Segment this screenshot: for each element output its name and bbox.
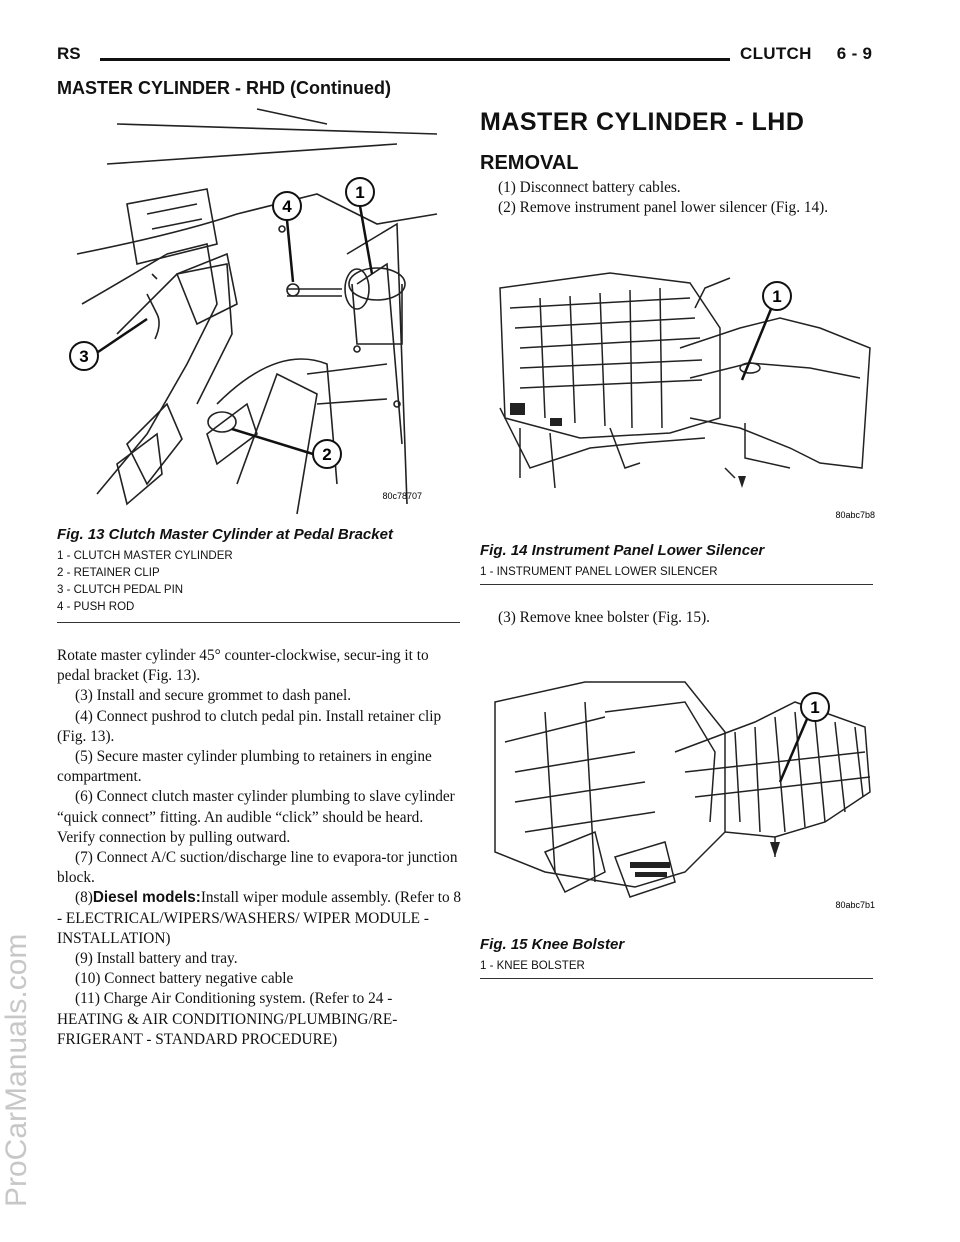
paragraph: (9) Install battery and tray. [75, 950, 238, 968]
watermark: ProCarManuals.com [0, 933, 33, 1207]
paragraph: (10) Connect battery negative cable [75, 970, 294, 988]
step-number: (8) [75, 889, 93, 907]
bold-lead: Diesel models: [92, 889, 201, 907]
paragraph: (7) Connect A/C suction/discharge line to evapora-tor junction block. [57, 849, 458, 887]
fig15-callout-1: 1 [810, 698, 820, 717]
fig14-callout-1: 1 [772, 287, 782, 306]
fig13-legend-item: 1 - CLUTCH MASTER CYLINDER [57, 550, 233, 562]
fig15-rule [480, 978, 873, 979]
fig13-legend-item: 3 - CLUTCH PEDAL PIN [57, 584, 184, 596]
paragraph [57, 888, 462, 949]
paragraph: (4) Connect pushrod to clutch pedal pin. Install retainer clip (Fig. 13). [57, 707, 442, 745]
paragraph: (11) Charge Air Conditioning system. (Refer to 24 - HEATING & AIR CONDITIONING/PLUMBING/RE-FRIGERANT - STANDARD PROCEDURE) [57, 990, 398, 1048]
paragraph: (5) Secure master cylinder plumbing to retainers in engine compartment. [57, 748, 432, 786]
fig14-code: 80abc7b8 [835, 510, 875, 520]
step-text: Install wiper module assembly. (Refer to 8 - ELECTRICAL/WIPERS/WASHERS/ WIPER MODULE - INSTALLATION) [57, 889, 462, 947]
fig13-legend [57, 548, 233, 616]
fig13-callout-2: 2 [322, 445, 332, 464]
fig14-caption: Fig. 14 Instrument Panel Lower Silencer [480, 542, 765, 559]
fig15-code: 80abc7b1 [835, 900, 875, 910]
fig13-caption: Fig. 13 Clutch Master Cylinder at Pedal Bracket [57, 526, 393, 543]
fig13-rule [57, 622, 460, 623]
right-column-text-top [480, 178, 875, 218]
header-rule [100, 58, 730, 61]
subsection-title: REMOVAL [480, 152, 579, 174]
fig14-rule [480, 584, 873, 585]
paragraph: (6) Connect clutch master cylinder plumbing to slave cylinder “quick connect” fitting. An audible “click” should be heard. Verify connection by pulling outward. [57, 788, 455, 846]
fig15-caption: Fig. 15 Knee Bolster [480, 936, 625, 953]
left-column-text [57, 646, 462, 1050]
paragraph: Rotate master cylinder 45° counter-clockwise, secur-ing it to pedal bracket (Fig. 13). [57, 647, 429, 685]
paragraph: (3) Remove knee bolster (Fig. 15). [498, 609, 710, 626]
continued-title: MASTER CYLINDER - RHD (Continued) [57, 78, 391, 98]
fig14-legend-item: 1 - INSTRUMENT PANEL LOWER SILENCER [480, 566, 718, 578]
fig13-callout-3: 3 [79, 347, 89, 366]
paragraph: (1) Disconnect battery cables. [498, 179, 681, 196]
fig13-legend-item: 2 - RETAINER CLIP [57, 567, 160, 579]
right-column-text-bottom [480, 608, 875, 628]
header-chapter-page: CLUTCH 6 - 9 [740, 44, 873, 63]
section-title: MASTER CYLINDER - LHD [480, 108, 805, 136]
paragraph: (2) Remove instrument panel lower silencer (Fig. 14). [498, 199, 829, 217]
fig13-callout-4: 4 [282, 197, 292, 216]
paragraph: (3) Install and secure grommet to dash panel. [75, 687, 352, 705]
fig15-legend [480, 958, 585, 975]
fig13-callout-1: 1 [355, 183, 365, 202]
figure-15-illustration [485, 672, 880, 912]
figure-13-illustration [57, 104, 457, 524]
header-section-code: RS [57, 44, 81, 63]
fig13-legend-item: 4 - PUSH ROD [57, 601, 135, 613]
fig14-legend [480, 564, 718, 581]
figure-14-illustration [490, 268, 880, 523]
fig15-legend-item: 1 - KNEE BOLSTER [480, 960, 585, 972]
fig13-code: 80c78707 [382, 491, 422, 501]
